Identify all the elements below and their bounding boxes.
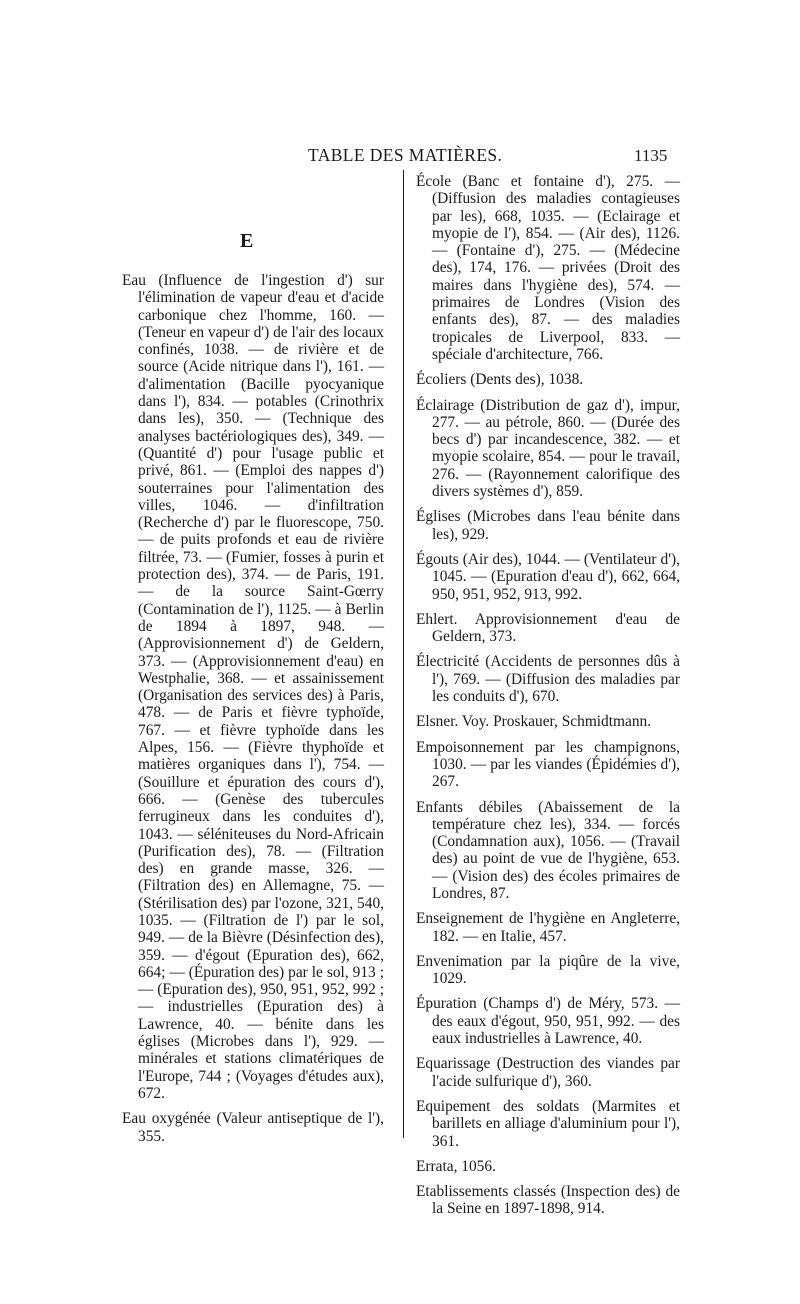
index-entry: Ehlert. Approvisionnement d'eau de Geldern, 373.	[416, 610, 680, 646]
index-entry: Eau (Influence de l'ingestion d') sur l'élimination de vapeur d'eau et d'acide carbonique chez l'homme, 160. — (Teneur en vapeur d') de l'air des locaux confinés, 1038. — de rivière et de source (Acide nitrique dans l'), 161. — d'alimentation (Bacille pyocyanique dans l'), 834. — potables (Crinothrix dans les), 350. — (Technique des analyses bactériologiques des), 349. — (Quantité d') pour l'usage public et privé, 861. — (Emploi des nappes d') souterraines pour l'alimentation des villes, 1046. — d'infiltration (Recherche d') par le fluorescope, 750. — de puits profonds et eau de rivière filtrée, 73. — (Fumier, fosses à purin et protection des), 374. — de Paris, 191. — de la source Saint-Gœrry (Contamination de l'), 1125. — à Berlin de 1894 à 1897, 948. — (Approvisionnement d') de Geldern, 373. — (Approvisionnement d'eau) en Westphalie, 368. — et assainissement (Organisation des services des) à Paris, 478. — de Paris et fièvre typhoïde, 767. — et fièvre typhoïde dans les Alpes, 156. — (Fièvre thyphoïde et matières organiques dans l'), 754. — (Souillure et épuration des cours d'), 666. — (Genèse des tubercules ferrugineux dans les conduites d'), 1043. — séléniteuses du Nord-Africain (Purification des), 78. — (Filtration des) en grande masse, 326. — (Filtration des) en Allemagne, 75. — (Stérilisation des) par l'ozone, 321, 540, 1035. — (Filtration de l') par le sol, 949. — de la Bièvre (Désinfection des), 359. — d'égout (Epuration des), 662, 664; — (Épuration des) par le sol, 913 ; — (Epuration des), 950, 951, 952, 992 ; — industrielles (Epuration des) à Lawrence, 40. — bénite dans les églises (Microbes dans l'), 929. — minérales et stations climatériques de l'Europe, 744 ; (Voyages d'études aux), 672.	[122, 272, 384, 1102]
index-entry: Elsner. Voy. Proskauer, Schmidtmann.	[416, 713, 652, 731]
index-entry: Envenimation par la piqûre de la vive, 1029.	[416, 952, 680, 988]
index-entry: Empoisonnement par les champignons, 1030. — par les viandes (Épidémies d'), 267.	[416, 738, 680, 791]
index-entry: Éclairage (Distribution de gaz d'), impur, 277. — au pétrole, 860. — (Durée des becs d') par incandescence, 382. — et myopie scolaire, 854. — pour le travail, 276. — (Rayonnement calorifique des divers systèmes d'), 859.	[416, 396, 680, 501]
index-entry: Equarissage (Destruction des viandes par l'acide sulfurique d'), 360.	[416, 1055, 680, 1090]
index-entry: Enfants débiles (Abaissement de la température chez les), 334. — forcés (Condamnation aux), 1056. — (Travail des) au point de vue de l'hygiène, 653. — (Vision des) des écoles primaires de Londres, 87.	[416, 798, 680, 902]
column-divider	[403, 170, 404, 1138]
index-entry: Écoliers (Dents des), 1038.	[416, 371, 584, 389]
left-column	[122, 272, 384, 1153]
right-column	[416, 173, 680, 1226]
index-entry: École (Banc et fontaine d'), 275. — (Diffusion des maladies contagieuses par les), 668, 1035. — (Eclairage et myopie de l'), 854. — (Air des), 1126. — (Fontaine d'), 275. — (Médecine des), 174, 176. — privées (Droit des maires dans l'hygiène des), 574. — primaires de Londres (Vision des enfants des), 87. — des maladies tropicales de Liverpool, 833. — spéciale d'architecture, 766.	[416, 173, 680, 363]
index-entry: Eau oxygénée (Valeur antiseptique de l'), 355.	[122, 1110, 384, 1145]
index-entry: Enseignement de l'hygiène en Angleterre, 182. — en Italie, 457.	[416, 910, 680, 945]
running-header-title: TABLE DES MATIÈRES.	[308, 145, 503, 165]
index-entry: Électricité (Accidents de personnes dûs à l'), 769. — (Diffusion des maladies par les conduits d'), 670.	[416, 653, 680, 706]
index-entry: Églises (Microbes dans l'eau bénite dans les), 929.	[416, 508, 680, 543]
index-entry: Égouts (Air des), 1044. — (Ventilateur d'), 1045. — (Epuration d'eau d'), 662, 664, 950, 951, 952, 913, 992.	[416, 550, 680, 603]
page-number: 1135	[634, 146, 668, 165]
index-entry: Épuration (Champs d') de Méry, 573. — des eaux d'égout, 950, 951, 992. — des eaux industrielles à Lawrence, 40.	[416, 995, 680, 1048]
index-entry: Errata, 1056.	[416, 1157, 496, 1175]
index-entry: Equipement des soldats (Marmites et barillets en alliage d'aluminium pour l'), 361.	[416, 1097, 680, 1150]
index-entry: Etablissements classés (Inspection des) de la Seine en 1897-1898, 914.	[416, 1183, 680, 1218]
section-letter: E	[240, 230, 254, 252]
